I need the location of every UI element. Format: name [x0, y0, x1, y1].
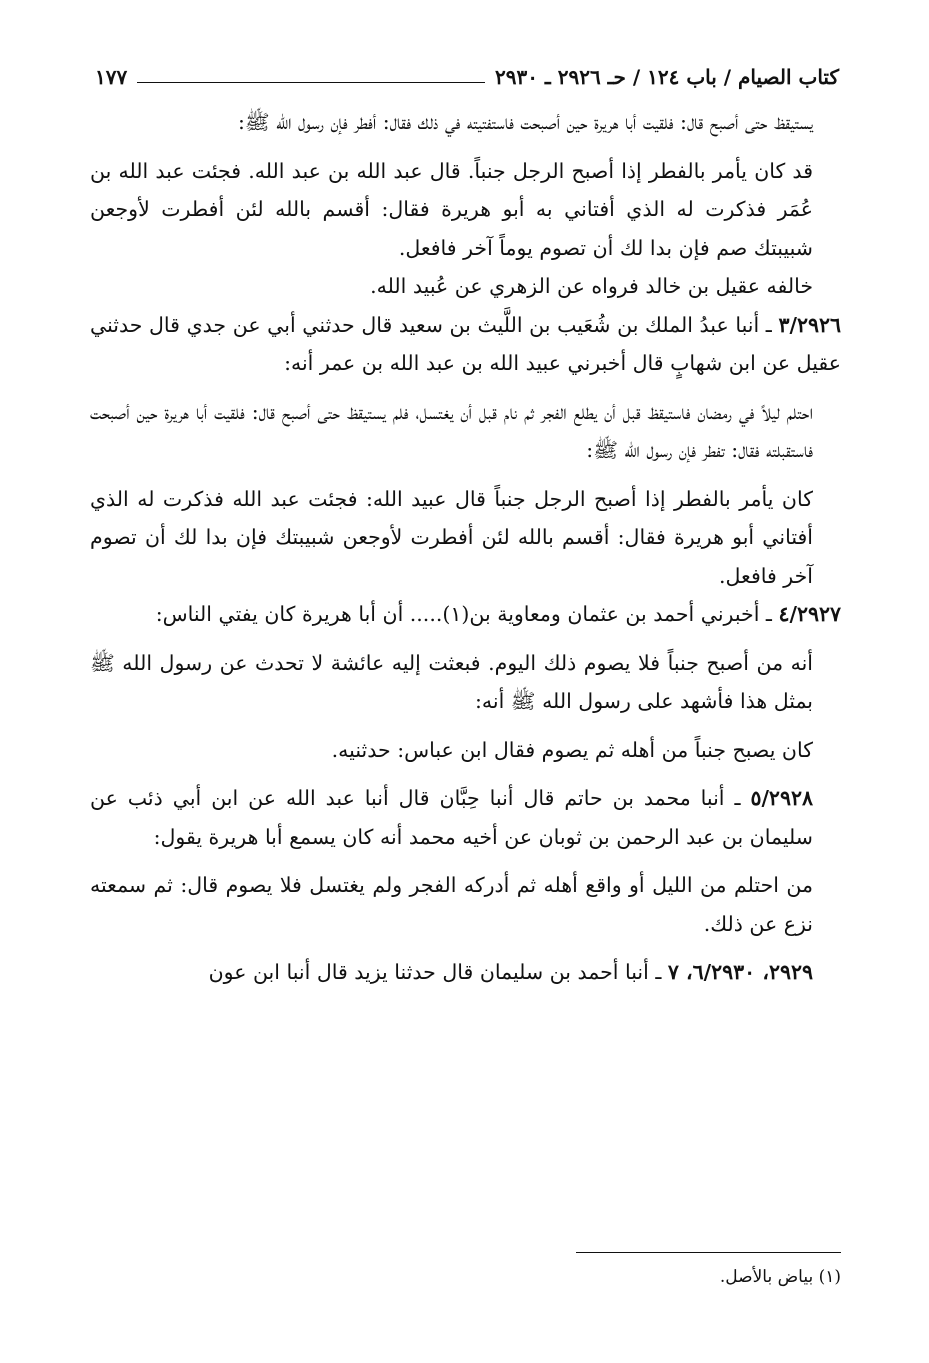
paragraph-9: كان يصبح جنباً من أهله ثم يصوم فقال ابن عباس: حدثنيه.: [331, 737, 813, 762]
hadith-number: ٥/٢٩٢٨: [750, 786, 813, 810]
footnote-rule: [576, 1252, 841, 1253]
chapter-title: كتاب الصيام / باب ١٢٤ / حـ ٢٩٢٦ ـ ٢٩٣٠: [494, 65, 839, 89]
hadith-2926: [90, 306, 841, 383]
hadith-text: ـ أنبا أحمد بن سليمان قال حدثنا يزيد قال أنبا ابن عون: [208, 960, 662, 984]
header-rule: [137, 82, 485, 83]
hadith-number: ٤/٢٩٢٧: [778, 602, 841, 626]
hadith-2929-2930: [90, 953, 841, 992]
paragraph-1: يستيقظ حتى أصبح قال: فلقيت أبا هريرة حين أصبحت فاستفتيته في ذلك فقال: أفطر فإن رسول الله ﷺ:: [237, 110, 813, 134]
footnote: (١) بياض بالأصل.: [719, 1267, 841, 1287]
hadith-text: ـ أنبا محمد بن حاتم قال أنبا حِبَّان قال أنبا عبد الله عن ابن أبي ذئب عن سليمان بن عبد الرحمن بن ثوبان عن أخيه محمد أنه كان يسمع أبا هريرة يقول:: [90, 786, 813, 849]
page-number: ١٧٧: [95, 65, 128, 89]
paragraph-3: خالفه عقيل بن خالد فرواه عن الزهري عن عُبيد الله.: [370, 274, 813, 298]
page-body: [90, 103, 841, 992]
paragraph-2: قد كان يأمر بالفطر إذا أصبح الرجل جنباً. قال عبد الله بن عبد الله. فجئت عبد الله بن عُمَر فذكرت له الذي أفتاني به أبو هريرة فقال: أقسم بالله لئن أفطرت لأوجعن شبيبتك صم فإن بدا لك أن تصوم يوماً آخر فافعل.: [90, 158, 813, 260]
hadith-number: ٣/٢٩٢٦: [778, 312, 841, 337]
hadith-number: ٢٩٢٩، ٦/٢٩٣٠، ٧: [667, 960, 813, 984]
hadith-2927: [90, 595, 841, 634]
paragraph-11: من احتلم من الليل أو واقع أهله ثم أدركه الفجر ولم يغتسل فلا يصوم قال: ثم سمعته نزع عن ذلك.: [90, 873, 813, 936]
running-header: [95, 60, 839, 90]
hadith-text: ـ أخبرني أحمد بن عثمان ومعاوية بن(١)..... أن أبا هريرة كان يفتي الناس:: [155, 602, 772, 626]
paragraph-8: أنه من أصبح جنباً فلا يصوم ذلك اليوم. فبعثت إليه عائشة لا تحدث عن رسول الله ﷺ بمثل هذا فأشهد على رسول الله ﷺ أنه:: [90, 650, 813, 713]
paragraph-6: كان يأمر بالفطر إذا أصبح الرجل جنباً قال عبيد الله: فجئت عبد الله فذكرت له الذي أفتاني أبو هريرة فقال: أقسم بالله لئن أفطرت لأوجعن شبيبتك فإن بدا لك أن تصوم آخر فافعل.: [90, 486, 813, 588]
hadith-2928: [90, 779, 841, 856]
hadith-text: ـ أنبا عبدُ الملك بن شُعَيب بن اللَّيث بن سعيد قال حدثني أبي عن جدي قال حدثني عقيل عن ابن شهابٍ قال أخبرني عبيد الله بن عبد الله بن عمر أنه:: [90, 312, 841, 375]
paragraph-5: احتلم ليلاً في رمضان فاستيقظ قبل أن يطلع الفجر ثم نام قبل أن يغتسل، فلم يستيقظ حتى أصبح قال: فلقيت أبا هريرة حين أصبحت فاستقبلته فقال: تفطر فإن رسول الله ﷺ:: [90, 399, 813, 462]
